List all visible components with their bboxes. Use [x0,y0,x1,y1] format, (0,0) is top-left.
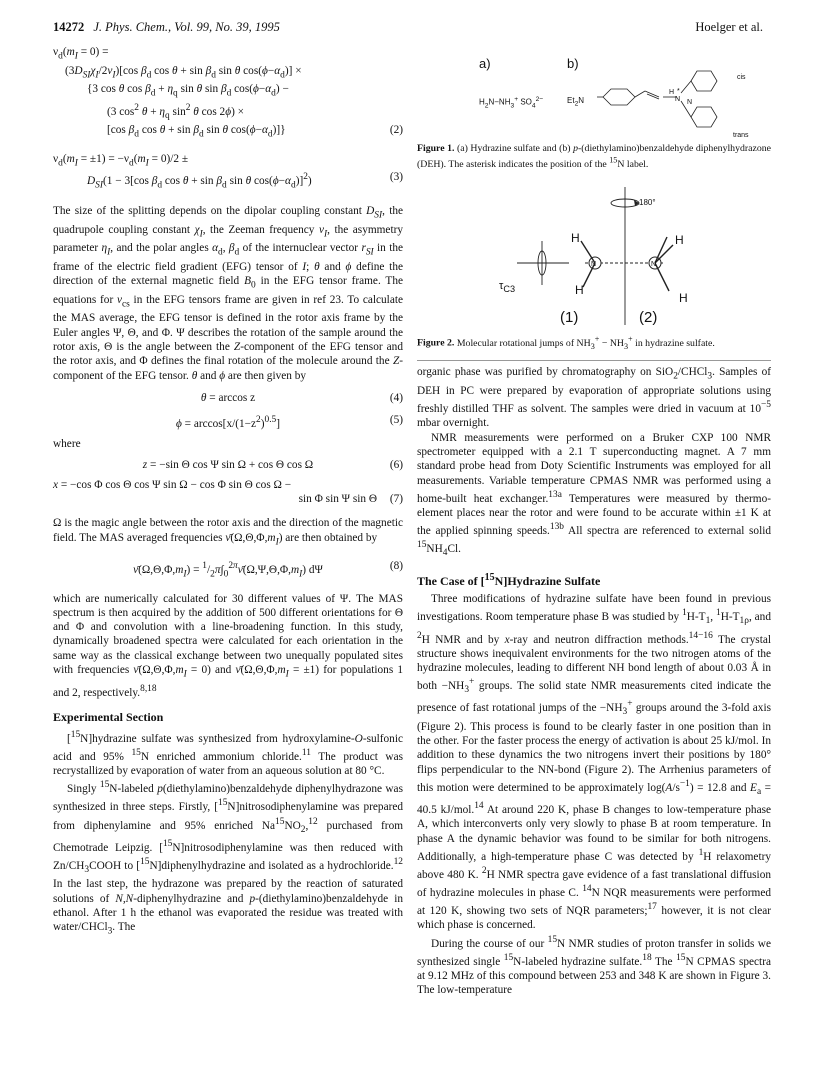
eq2-line: (3 $\cos^2 \theta + \eta_q$ $\sin^2 \theta$ cos 2ϕ) × [107,102,245,121]
svg-text:N: N [675,96,681,103]
figure-1-label: Figure 1. [417,143,455,154]
journal-citation: J. Phys. Chem., Vol. 99, No. 39, 1995 [93,20,280,34]
running-authors: Hoelger et al. [695,20,763,34]
equation-6: z = −sin Θ cos Ψ sin Ω + cos Θ cos Ω (6) [142,458,403,471]
page-number: 14272 [53,20,85,34]
eq7-number: (7) [389,493,403,506]
section-heading-experimental: Experimental Section [53,709,164,724]
site-2-label: (2) [639,309,658,327]
eq7-line: x = −cos Φ cos Θ cos Ψ sin Ω − cos Φ sin Θ cos Ω − [53,478,292,491]
eq2-line: {3 cos θ $\cos \beta_d + \eta_q$ sin θ $\sin \beta_d$ $\cos(\phi-\alpha_d)$ − [87,83,289,99]
paragraph: which are numerically calculated for 30 different values of Ψ. The MAS spectrum is then acquired by the addition of 500 different orientations for Θ and Φ and convolution with a line-broadening function. In this study, dynamically broadened spectra were calculated for each orientation in the same way as the classical exchange between two unequally populated sites with frequencies $\nū(\Omega,\Theta,\Phi,m_I = 0)$ and $\nū(\Omega,\Theta,\Phi,m_I = \pm 1)$ for populations 1 and 2, respectively.$^{8,18}$ [53,592,404,699]
equation-4: θ = arccos z (4) [200,391,403,404]
cis-label: cis [737,74,746,81]
diethylamino-label: $Et_2N$ [567,96,585,108]
paragraph: Singly $^{15}$N-labeled p(diethylamino)benzaldehyde diphenylhydrazone was synthesized in three steps. Firstly, [$^{15}$N]nitrosodiphenylamine was prepared from diphenylamine and 95% enriched $Na^{15}NO_2,^{12}$ purchased from Chemotrade Leipzig. [$^{15}$N]nitrosodiphenylamine was then reduced with $Zn/CH_3COOH$ to [$^{15}$N]diphenylhydrazine and isolated as a hydrochloride.$^{12}$ In the last step, the hydrazone was prepared by the reaction of saturated solutions of N,N-diphenylhydrazine and p-(diethylamino)benzaldehyde in ethanol. After 1 h the ethanol was evaporated the residue was treated with water/CHCl$_3$. The [53,780,404,937]
hydrogen-label: H [675,233,684,248]
eq6-number: (6) [389,458,403,471]
paragraph: organic phase was purified by chromatography on SiO$_2$/CHCl$_3$. Samples of DEH in PC were prepared by evaporation of appropriate solutions using freshly distilled THF as solvent. The samples were dried in vacuum at $10^{-5}$ mbar overnight. [417,366,771,430]
eq2-line: [cos $\beta_d$ $\cos \theta + \sin \beta_d$ sin θ $\cos(\phi-\alpha_d)$]} (2) [107,123,403,140]
paragraph: During the course of our $^{15}$N NMR studies of proton transfer in solids we synthesized single $^{15}$N-labeled hydrazine sulfate.$^{18}$ The $^{15}$N CPMAS spectra at 9.12 MHz of this compound between 253 and 348 K are shown in Figure 3. The low-temperature [417,934,771,996]
tau-c3-label: $\tau_{C3}$ [499,280,516,295]
eq2-line: $\nu_d(m_I = 0)$ = [53,46,109,62]
paragraph: NMR measurements were performed on a Bruker CXP 100 NMR spectrometer equipped with a 2.1 T superconducting magnet. A 7 mm standard probe head from Doty Scientific Instruments was employed for all measurements. Variable temperature CPMAS NMR was performed using a home-built heat exchanger.$^{13a}$ Temperatures were measured by thermo-element places near the rotor and were found to be accurate within ±1 K at the applied spinning speeds.$^{13b}$ All spectra are referenced to external solid $^{15}NH_4Cl$. [417,431,771,559]
paragraph: [$^{15}$N]hydrazine sulfate was synthesized from hydroxylamine-O-sulfonic acid and 95% $^{15}$N enriched ammonium chloride.$^{11}$ The product was recrystallized by evaporation of water from an aqueous solution at 80 °C. [53,729,403,778]
figure-1 [417,45,771,143]
hydrazine-sulfate-formula: $H_2N-NH_3^+$ $SO_4^{2-}$ [479,96,544,110]
h-label: H [669,89,675,96]
eq2-number: (2) [389,123,403,136]
hydrogen-label: H [679,291,688,306]
eq5-number: (5) [389,414,403,427]
figure-1-caption-text: (a) Hydrazine sulfate and (b) p-(diethylamino)benzaldehyde diphenylhydrazone (DEH). The asterisk indicates the position of the $^{15}$N label. [417,143,771,171]
figure-2-caption-text: Molecular rotational jumps of $NH_3^+ - NH_3^+$ in hydrazine sulfate. [456,334,715,351]
eq3-line: $\nu_d(m_I = \pm 1) = -\nu_d(m_I = 0)/2$ ± [53,152,189,168]
eq2-line: $(3D_{SI}\chi_I/2\nu_I)[\cos$ $\beta_d$ $\cos \theta + \sin \beta_d$ sin θ $\cos(\phi-\alpha_d)$] × [65,64,302,80]
section-heading-hydrazine: The Case of [$^{15}$N]Hydrazine Sulfate [417,571,601,588]
deh-structure-drawing [589,65,749,140]
where-label: where [53,438,81,451]
left-column [53,45,403,939]
equation-3 [53,152,403,193]
equation-5: $\phi = \arccos[x/(1-z^2)^{0.5}]$ (5) [175,414,403,430]
figure-2-label: Figure 2. [417,337,455,349]
panel-b-label: b) [567,56,579,71]
n-label: N [687,99,693,106]
figure-2-caption [417,333,771,352]
eq7-line: sin Φ sin Ψ sin Θ (7) [298,493,403,506]
eq3-line: $D_{SI}(1 - 3[\cos$ $\beta_d$ $\cos \theta + \sin \beta_d$ sin θ $\cos(\phi-\alpha_d)]^2$) (3) [87,171,403,191]
paragraph: The size of the splitting depends on the dipolar coupling constant $D_{SI}$, the quadrupole coupling constant $\chi_I$, the Zeeman frequency $\nu_I$, the asymmetry parameter $\eta_I$, and the polar angles $\alpha_d$, $\beta_d$ of the internuclear vector $r_{SI}$ in the frame of the electric field gradient (EFG) tensor of I; θ and ϕ define the direction of the external magnetic field $B_0$ in the EFG tensor frame. The equations for $\nu_{cs}$ in the EFG tensors frame are given in ref 23. To calculate the MAS average, the EFG tensor is defined in the rotor axis frame by the Euler angles Ψ, Θ, and Φ. Ψ describes the rotation of the sample around the rotor axis, Θ is the angle between the Z-component of the EFG tensor and the rotor axis, and Φ defines the final rotation of the molecule around the Z-component of the EFG tensor. θ and ϕ are then given by [53,205,403,382]
right-column [417,45,771,997]
nitrogen-label: N [651,261,657,269]
equation-2 [53,45,403,142]
eq8-number: (8) [389,560,403,573]
divider [417,360,771,361]
paragraph: Ω is the magic angle between the rotor axis and the direction of the magnetic field. The MAS averaged frequencies $\nū(\Omega,\Theta,\Phi,m_I)$ are then obtained by [53,517,403,547]
hydrogen-label: H [571,231,580,246]
paragraph: Three modifications of hydrazine sulfate have been found in previous investigations. Room temperature phase B was studied by $^1H-T_1$, $^1H-T_{1\rho}$, and $^2$H NMR and by x-ray and neutron diffraction methods.$^{14-16}$ The crystal structure shows inequivalent environments for the two nitrogen atoms of the hydrazine molecules, leading to different NH bond length of about 0.03 Å in both $-NH_3^+$ groups. The solid state NMR measurements cited indicate the presence of fast rotational jumps of the $-NH_3^+$ groups around the 3-fold axis (Figure 2). This process is found to be clearly faster in one position than in the other. For the faster process the energy of activation is about 25 kJ/mol. In addition to these dynamics the two nitrogens invert their positions by 180° flips perpendicular to the NN-bond (Figure 2). The Arrhenius parameters of this motion were determined to be approximately $\log(A/s^{-1}) = 12.8$ and $E_a = 40.5$ kJ/mol.$^{14}$ At around 220 K, phase B changes to low-temperature phase A, which interconverts only very slowly to phase B at room temperature. In phase A the dynamic behavior was found to be similar for both nitrogens. Additionally, a high-temperature phase C was detected by $^1$H relaxometry above 480 K. $^2$H NMR spectra gave evidence of a fast translational diffusion of hydrazine molecules in phase C. $^{14}$N NQR measurements were performed at 120 K, showing two sets of NQR parameters;$^{17}$ however, it is not clear which phase is concerned. [417,592,771,932]
svg-text:*: * [677,88,680,95]
nitrogen-label: N [591,261,597,269]
equation-8: $\nū(\Omega,\Theta,\Phi,m_I)$ = $^1/_2\pi\int_0^{2\pi}\nū(\Omega,\Psi,\Theta,\Phi,m_I)$ dΨ (8) [133,560,403,580]
running-header [53,20,763,38]
eq4-number: (4) [389,391,403,404]
figure-1-caption [417,143,771,171]
eq3-number: (3) [389,171,403,184]
equation-7 [53,478,403,507]
rotation-angle-label: 180° [639,198,656,208]
panel-a-label: a) [479,56,491,71]
site-1-label: (1) [560,309,579,327]
figure-2 [417,183,771,333]
trans-label: trans [733,132,749,139]
hydrogen-label: H [575,283,584,298]
